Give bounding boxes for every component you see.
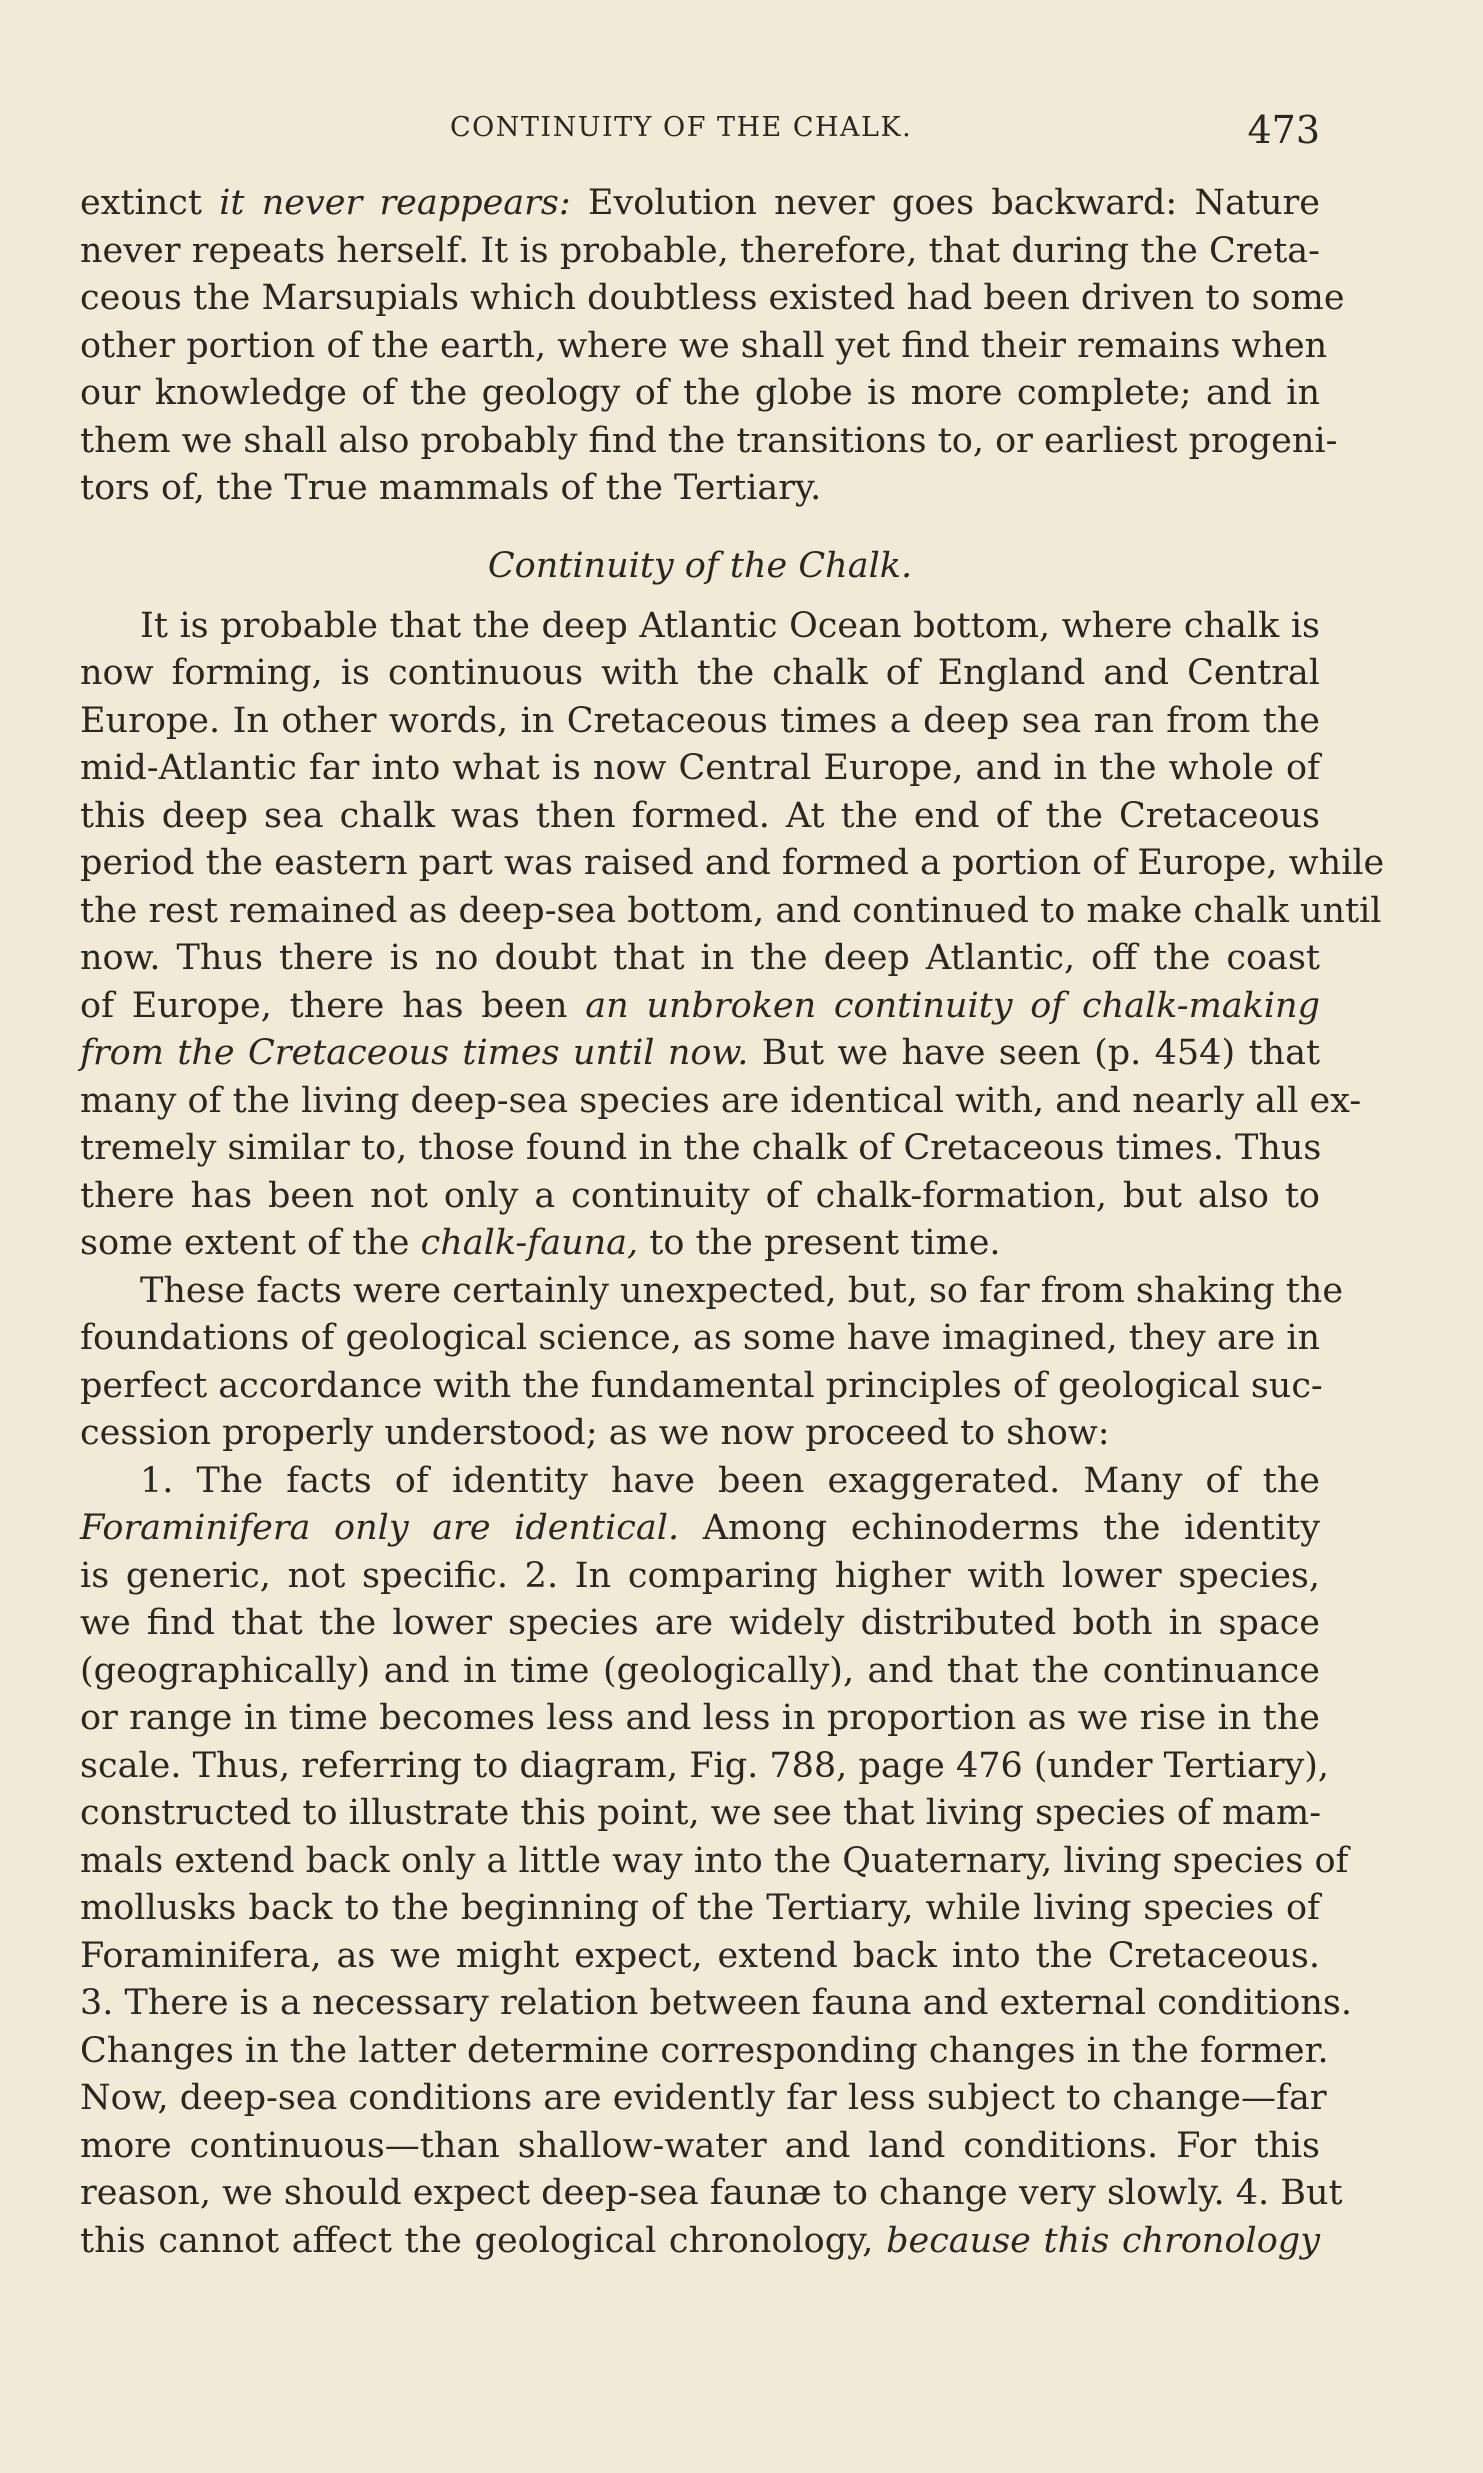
text-line: [80, 1458, 1320, 1506]
text-line: [80, 1980, 1352, 2028]
text-span: the rest remained as deep-sea bottom, and continued to make chalk until: [80, 890, 1382, 931]
text-line: [80, 1648, 1320, 1696]
italic-text: from the Cretaceous times until now.: [80, 1033, 749, 1073]
italic-text: an unbroken continuity of chalk-making: [585, 985, 1320, 1026]
page-number: 473: [1247, 108, 1320, 152]
paragraph-3: [80, 1268, 1344, 1458]
text-line: [80, 2218, 1320, 2266]
text-span: tors of, the True mammals of the Tertiary.: [80, 468, 822, 508]
text-span: ceous the Marsupials which doubtless existed had been driven to some: [80, 278, 1345, 318]
text-line: [80, 2028, 1329, 2076]
text-span: Evolution never goes backward: Nature: [570, 183, 1320, 223]
text-line: [80, 888, 1382, 936]
text-span: constructed to illustrate this point, we see that living species of mam-: [80, 1793, 1322, 1833]
text-span: never repeats herself. It is probable, therefore, that during the Creta-: [80, 230, 1320, 271]
text-line: [80, 323, 1328, 371]
text-line: [80, 275, 1345, 323]
text-line: [80, 603, 1320, 651]
text-span: Europe. In other words, in Cretaceous times a deep sea ran from the: [80, 700, 1320, 741]
running-head-title: CONTINUITY OF THE CHALK.: [450, 112, 913, 143]
paragraph-4: [80, 1458, 1352, 2266]
italic-text: chalk-fauna,: [420, 1223, 639, 1263]
text-span: tremely similar to, those found in the chalk of Cretaceous times. Thus: [80, 1128, 1322, 1168]
text-span: many of the living deep-sea species are identical with, and nearly all ex-: [80, 1080, 1362, 1121]
body-text: [80, 180, 1385, 2265]
text-span: this cannot affect the geological chronology,: [80, 2220, 887, 2261]
text-line: [80, 1600, 1320, 1648]
text-line: [80, 2075, 1327, 2123]
text-span: there has been not only a continuity of chalk-formation, but also to: [80, 1175, 1320, 1216]
text-line: [80, 1220, 1320, 1268]
text-span: It is probable that the deep Atlantic Ocean bottom, where chalk is: [140, 605, 1320, 646]
text-line: [80, 1268, 1344, 1316]
text-line: [80, 1695, 1320, 1743]
text-span: Now, deep-sea conditions are evidently far less subject to change—far: [80, 2078, 1327, 2118]
text-line: [80, 698, 1320, 746]
text-line: [80, 2170, 1343, 2218]
text-line: [80, 1125, 1320, 1173]
text-line: [80, 180, 1320, 228]
text-line: [80, 465, 1320, 513]
text-span: foundations of geological science, as some have imagined, they are in: [80, 1318, 1321, 1358]
text-line: [80, 1078, 1362, 1126]
text-span: now. Thus there is no doubt that in the deep Atlantic, off the coast: [80, 938, 1320, 978]
text-span: cession properly understood; as we now proceed to show:: [80, 1413, 1110, 1453]
text-line: [80, 1030, 1320, 1078]
text-span: our knowledge of the geology of the globe is more complete; and in: [80, 373, 1320, 413]
section-heading: Continuity of the Chalk.: [487, 545, 913, 586]
text-span: mals extend back only a little way into the Quaternary, living species of: [80, 1840, 1349, 1881]
italic-text: Foraminifera only are identical.: [80, 1508, 680, 1548]
text-span: 3. There is a necessary relation between fauna and external conditions.: [80, 1983, 1352, 2023]
text-span: Among echinoderms the identity: [679, 1508, 1321, 1548]
text-span: or range in time becomes less and less in proportion as we rise in the: [80, 1698, 1320, 1738]
text-span: to the present time.: [638, 1223, 1001, 1263]
text-span: of Europe, there has been: [80, 985, 586, 1026]
text-line: [80, 1505, 1320, 1553]
text-line: [80, 370, 1320, 418]
text-span: perfect accordance with the fundamental principles of geological suc-: [80, 1365, 1323, 1406]
italic-text: because this chronology: [886, 2220, 1320, 2261]
text-span: this deep sea chalk was then formed. At the end of the Cretaceous: [80, 795, 1320, 836]
text-span: them we shall also probably find the transitions to, or earliest progeni-: [80, 420, 1338, 461]
text-line: [80, 1743, 1330, 1791]
text-line: [80, 1933, 1320, 1981]
running-head: [80, 108, 1320, 158]
text-span: mid-Atlantic far into what is now Central Europe, and in the whole of: [80, 748, 1320, 788]
text-span: (geographically) and in time (geologically), and that the continuance: [80, 1650, 1320, 1691]
paragraph-2: [80, 603, 1385, 1268]
text-span: some extent of the: [80, 1223, 421, 1263]
text-span: 1. The facts of identity have been exaggerated. Many of the: [140, 1460, 1320, 1501]
text-span: reason, we should expect deep-sea faunæ to change very slowly. 4. But: [80, 2173, 1343, 2213]
text-line: [80, 1553, 1320, 1601]
text-line: [80, 793, 1320, 841]
text-span: is generic, not specific. 2. In comparing higher with lower species,: [80, 1555, 1320, 1596]
text-line: [80, 983, 1320, 1031]
text-span: period the eastern part was raised and formed a portion of Europe, while: [80, 843, 1385, 883]
paragraph-1: [80, 180, 1345, 513]
text-span: mollusks back to the beginning of the Tertiary, while living species of: [80, 1888, 1320, 1928]
text-line: [80, 745, 1320, 793]
text-span: scale. Thus, referring to diagram, Fig. 788, page 476 (under Tertiary),: [80, 1745, 1330, 1786]
text-line: [80, 840, 1385, 888]
text-span: But we have seen (p. 454) that: [748, 1033, 1321, 1073]
text-line: [80, 1173, 1320, 1221]
text-span: now forming, is continuous with the chalk of England and Central: [80, 653, 1320, 693]
italic-text: it never reappears:: [219, 183, 571, 223]
text-line: [80, 935, 1320, 983]
text-line: [80, 1885, 1320, 1933]
text-line: [80, 418, 1338, 466]
text-line: [80, 228, 1320, 276]
text-line: [80, 1410, 1320, 1458]
text-line: [80, 1790, 1320, 1838]
text-line: [80, 650, 1320, 698]
text-span: Foraminifera, as we might expect, extend back into the Cretaceous.: [80, 1935, 1320, 1976]
text-span: extinct: [80, 183, 220, 223]
text-line: [80, 1838, 1349, 1886]
text-line: [80, 1315, 1320, 1363]
text-span: other portion of the earth, where we shall yet find their remains when: [80, 325, 1328, 366]
text-span: These facts were certainly unexpected, but, so far from shaking the: [140, 1270, 1344, 1311]
text-span: Changes in the latter determine corresponding changes in the former.: [80, 2030, 1329, 2071]
text-line: [80, 1363, 1323, 1411]
text-span: we find that the lower species are widely distributed both in space: [80, 1603, 1320, 1643]
text-line: [80, 2123, 1320, 2171]
text-span: more continuous—than shallow-water and land conditions. For this: [80, 2125, 1320, 2166]
